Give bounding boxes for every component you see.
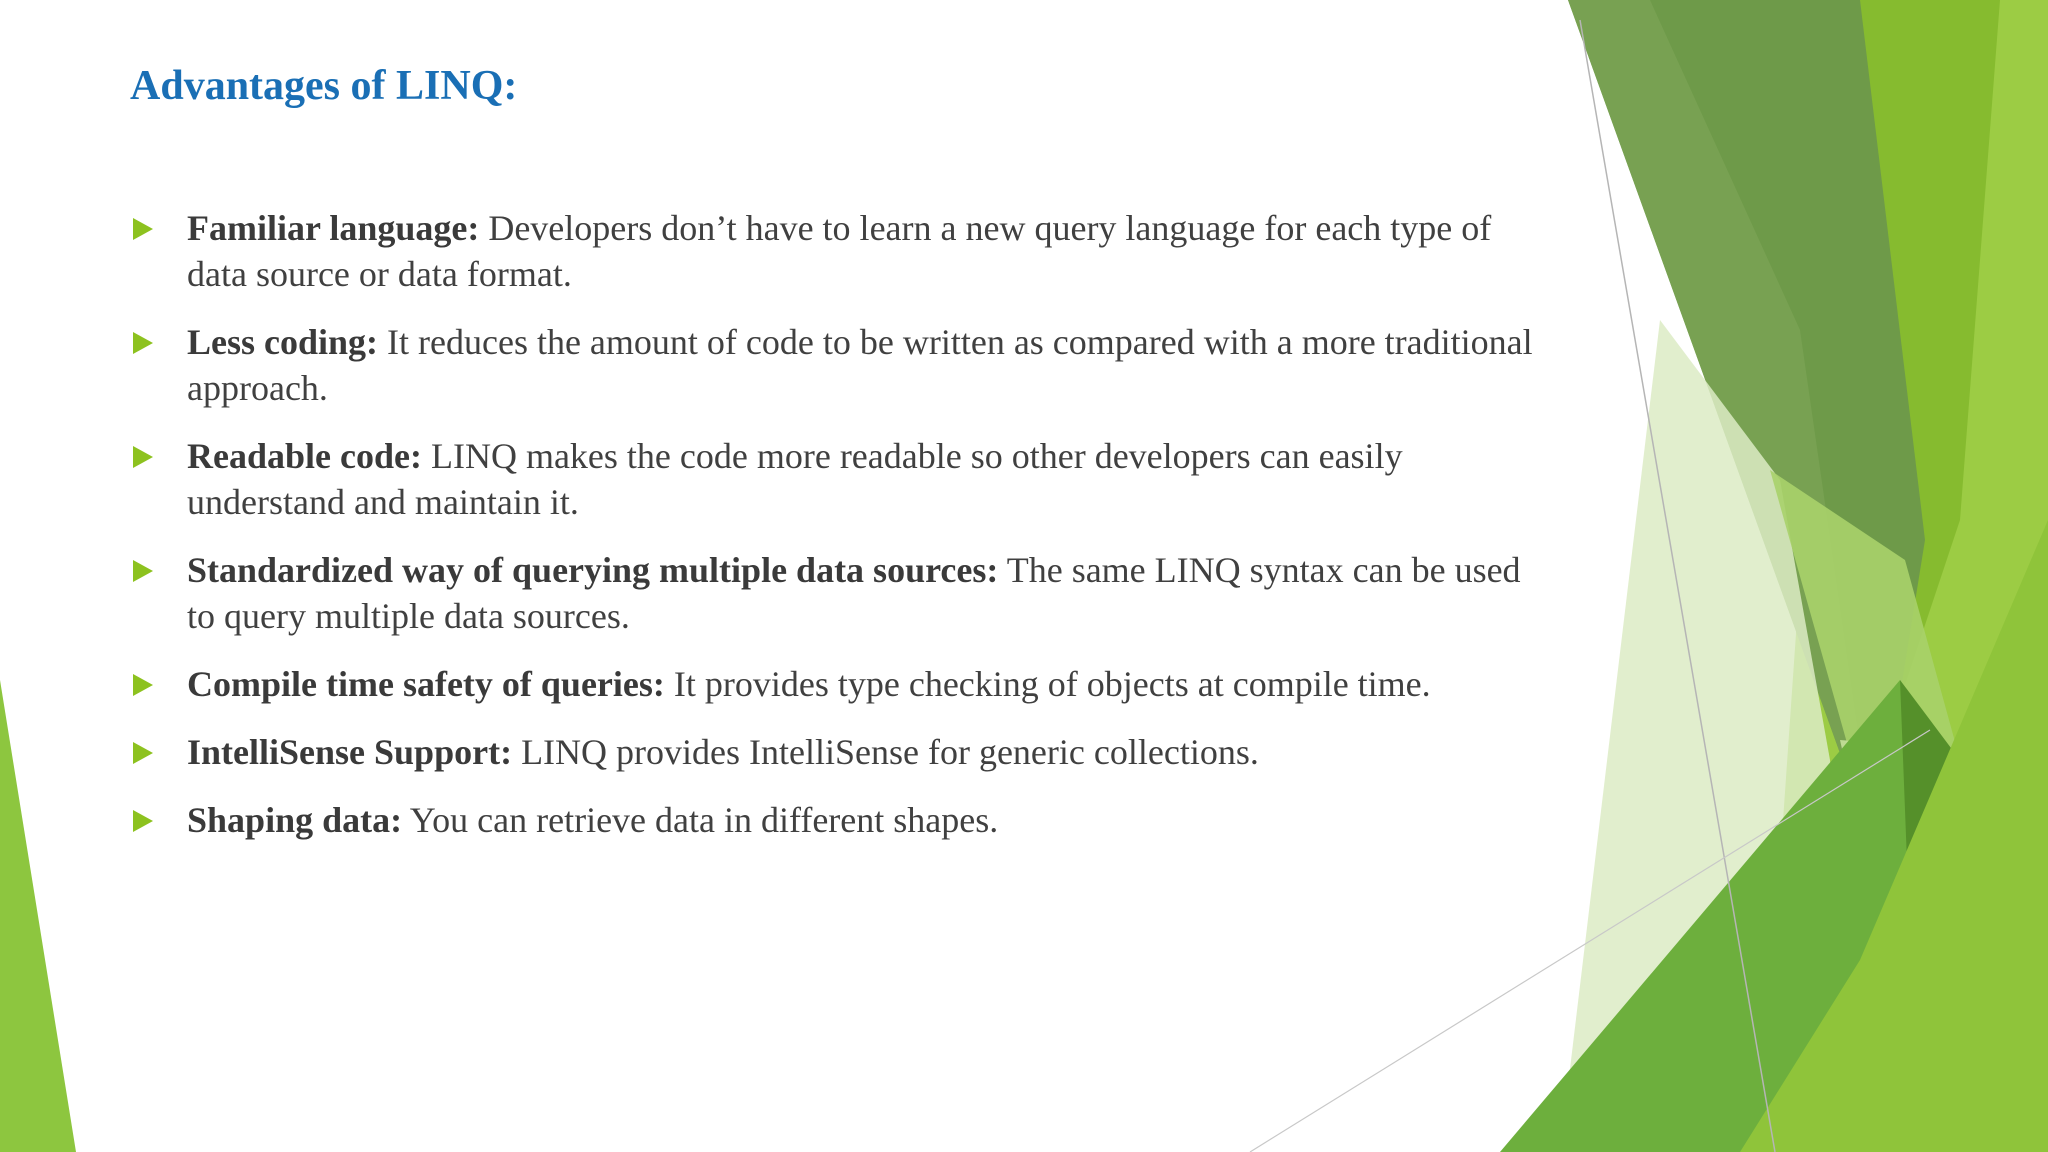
list-item — [130, 797, 1550, 843]
list-item — [130, 433, 1550, 525]
triangle-right-icon — [133, 674, 153, 696]
triangle-right-icon — [133, 218, 153, 240]
bullet-list — [130, 205, 1550, 865]
list-item — [130, 547, 1550, 639]
bullet-text: The same LINQ syntax can be used to query multiple data sources. — [187, 550, 1521, 636]
bullet-text: It reduces the amount of code to be written as compared with a more traditional approach. — [187, 322, 1533, 408]
bullet-term: Compile time safety of queries: — [187, 664, 665, 704]
triangle-right-icon — [133, 560, 153, 582]
triangle-right-icon — [133, 742, 153, 764]
bullet-term: Familiar language: — [187, 208, 480, 248]
bullet-term: Standardized way of querying multiple data sources: — [187, 550, 999, 590]
bullet-text: LINQ provides IntelliSense for generic collections. — [512, 732, 1259, 772]
bullet-text: You can retrieve data in different shapes. — [402, 800, 999, 840]
list-item — [130, 729, 1550, 775]
bullet-text: Developers don’t have to learn a new query language for each type of data source or data format. — [187, 208, 1492, 294]
triangle-right-icon — [133, 446, 153, 468]
slide-title: Advantages of LINQ: — [130, 63, 518, 109]
triangle-right-icon — [133, 332, 153, 354]
bullet-term: IntelliSense Support: — [187, 732, 513, 772]
bullet-text: LINQ makes the code more readable so other developers can easily understand and maintain it. — [187, 436, 1403, 522]
bullet-term: Shaping data: — [187, 800, 403, 840]
list-item — [130, 319, 1550, 411]
bullet-term: Less coding: — [187, 322, 379, 362]
bullet-term: Readable code: — [187, 436, 422, 476]
bullet-text: It provides type checking of objects at compile time. — [664, 664, 1431, 704]
list-item — [130, 661, 1550, 707]
list-item — [130, 205, 1550, 297]
triangle-right-icon — [133, 810, 153, 832]
left-green-sliver — [0, 680, 76, 1152]
